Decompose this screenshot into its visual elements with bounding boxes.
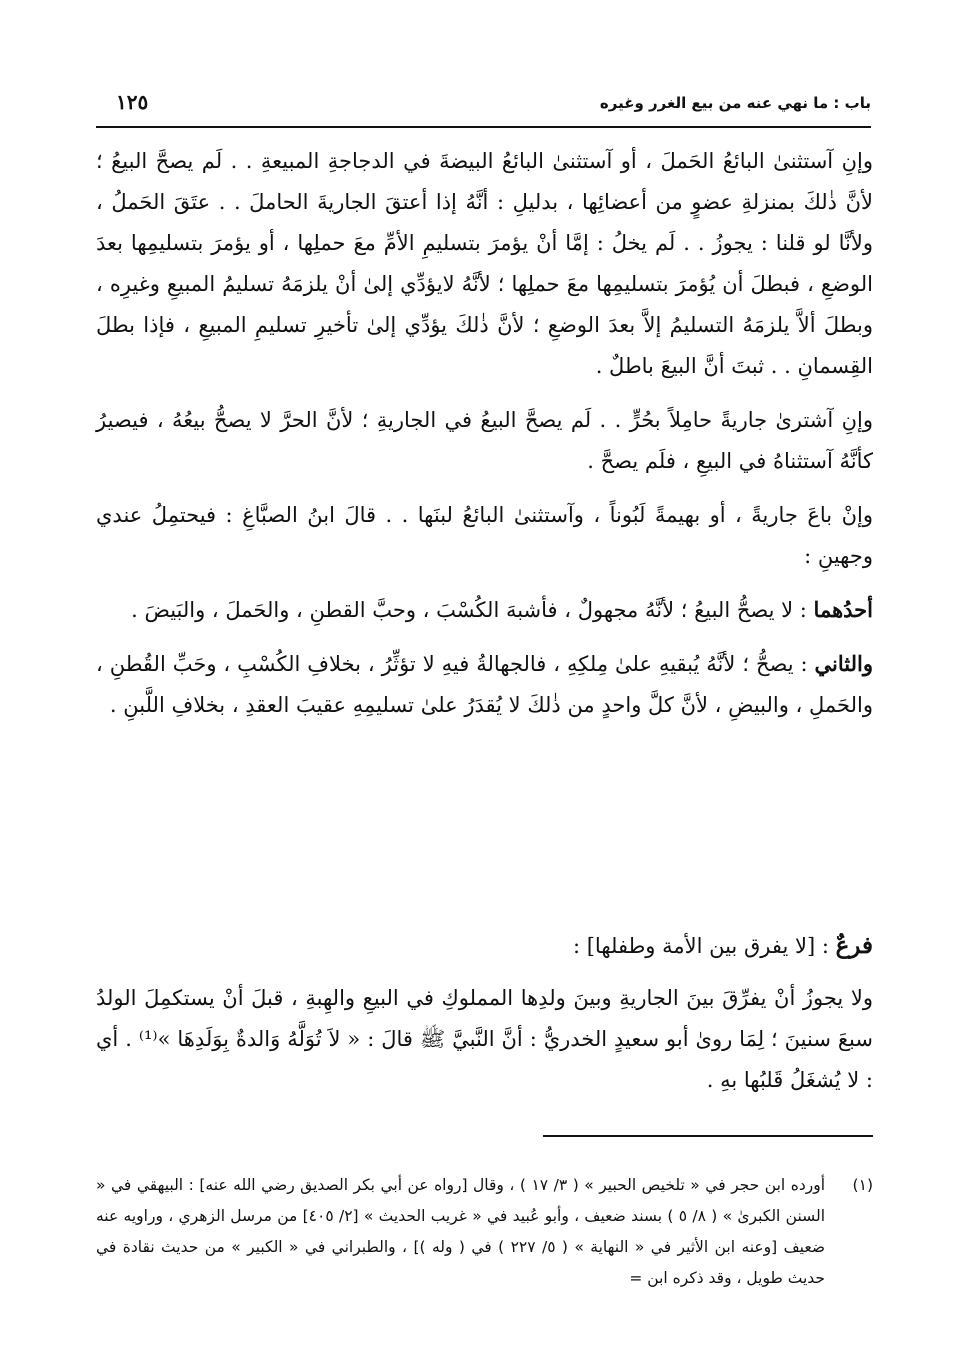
footnote-text: أورده ابن حجر في « تلخيص الحبير » ( ٣/ ١٧ ) ، وقال [رواه عن أبي بكر الصديق رضي الله عنه] : البيهقي في « السنن الكبرىٰ » ( ٨/ ٥ ) بسند ضعيف ، وأبو عُبيد في « غريب الحديث » [٢/ ٤٠٥] من مرسل الزهري ، وراويه عنه ضعيف [وعنه ابن الأثير في « النهاية » ( ٥/ ٢٢٧ ) في ( وله )] ، والطبراني في « الكبير » من حديث نقادة في حديث طويل ، وقد ذكره ابن = bbox=[96, 1176, 825, 1287]
footnote-divider bbox=[543, 1135, 873, 1137]
footnote bbox=[96, 1170, 873, 1294]
paragraph: أحدُهما : لا يصحُّ البيعُ ؛ لأنَّهُ مجهولٌ ، فأشبهَ الكُسْبَ ، وحبَّ القطنِ ، والحَملَ ، والبَيضَ . bbox=[131, 597, 873, 622]
paragraph: والثاني : يصحُّ ؛ لأنَّهُ يُبقيهِ علىٰ مِلكِهِ ، فالجهالةُ فيهِ لا تؤثِّرُ ، بخلافِ الكُسْبِ ، وحَبِّ القُطنِ ، والحَملِ ، والبيضِ ، لأنَّ كلَّ واحدٍ من ذٰلكَ لا يُقدَرُ علىٰ تسليمِهِ عقيبَ العقدِ ، بخلافِ اللَّبنِ . bbox=[96, 651, 873, 717]
branch-body bbox=[96, 978, 873, 1113]
page-header bbox=[96, 92, 871, 128]
branch-heading bbox=[96, 925, 873, 967]
chapter-title: باب : ما نهي عنه من بيع الغرر وغيره bbox=[599, 94, 871, 112]
paragraph: وإنِ آشترىٰ جاريةً حامِلاً بحُرٍّ . . لَم يصحَّ البيعُ في الجاريةِ ؛ لأنَّ الحرَّ لا يصحُّ بيعُهُ ، فيصيرُ كأنَّهُ آستثناهُ في البيعِ ، فلَم يصحَّ . bbox=[96, 408, 873, 473]
branch-label: فرعٌ bbox=[835, 932, 873, 959]
paragraph: وإنِ آستثنىٰ البائعُ الحَملَ ، أو آستثنىٰ البائعُ البيضةَ في الدجاجةِ المبيعةِ . . لَم يصحَّ البيعُ ؛ لأنَّ ذٰلكَ بمنزلةِ عضوٍ من أعضائِها ، بدليلِ : أنَّهُ إذا أعتقَ الجاريةَ الحاملَ . . عتَقَ الحَملُ ، ولأنَّا لو قلنا : يجوزُ . . لَم يخلُ : إمَّا أنْ يؤمرَ بتسليمِ الأمِّ معَ حملِها ، أو يؤمرَ بتسليمِها بعدَ الوضعِ ، فبطلَ أن يُؤمرَ بتسليمِها معَ حملِها ؛ لأنَّهُ لايؤدِّي إلىٰ أنْ يلزمَهُ تسليمُ المبيعِ وغيرِه ، وبطلَ ألاَّ يلزمَهُ التسليمُ إلاَّ بعدَ الوضعِ ؛ لأنَّ ذٰلكَ يؤدِّي إلىٰ تأخيرِ تسليمِ المبيعِ ، فإذا بطلَ القِسمانِ . . ثبتَ أنَّ البيعَ باطلٌ . bbox=[96, 149, 873, 378]
paragraph: وإنْ باعَ جاريةً ، أو بهيمةً لَبُوناً ، وآستثنىٰ البائعُ لبنَها . . قالَ ابنُ الصبَّاغِ : فيحتمِلُ عندي وجهينِ : bbox=[96, 503, 873, 568]
main-text bbox=[96, 140, 873, 738]
branch-title: : [لا يفرق بين الأمة وطفلها] : bbox=[572, 934, 836, 958]
first-option-label: أحدُهما bbox=[813, 597, 873, 622]
page-number: ١٢٥ bbox=[116, 90, 149, 114]
paragraph: ولا يجوزُ أنْ يفرِّقَ بينَ الجاريةِ وبينَ ولدِها المملوكِ في البيعِ والهِبةِ ، قبلَ أنْ يستكمِلَ الولدُ سبعَ سنينَ ؛ لِمَا روىٰ أبو سعيدٍ الخدريُّ : أنَّ النَّبيَّ ﷺ قالَ : « لاَ تُوَلَّهُ وَالدةٌ بِوَلَدِهَا »⁽¹⁾ . أي : لا يُشغَلُ قَلبُها بهِ . bbox=[96, 986, 873, 1092]
second-option-label: والثاني bbox=[814, 651, 873, 676]
footnote-number: (١) bbox=[852, 1176, 873, 1194]
